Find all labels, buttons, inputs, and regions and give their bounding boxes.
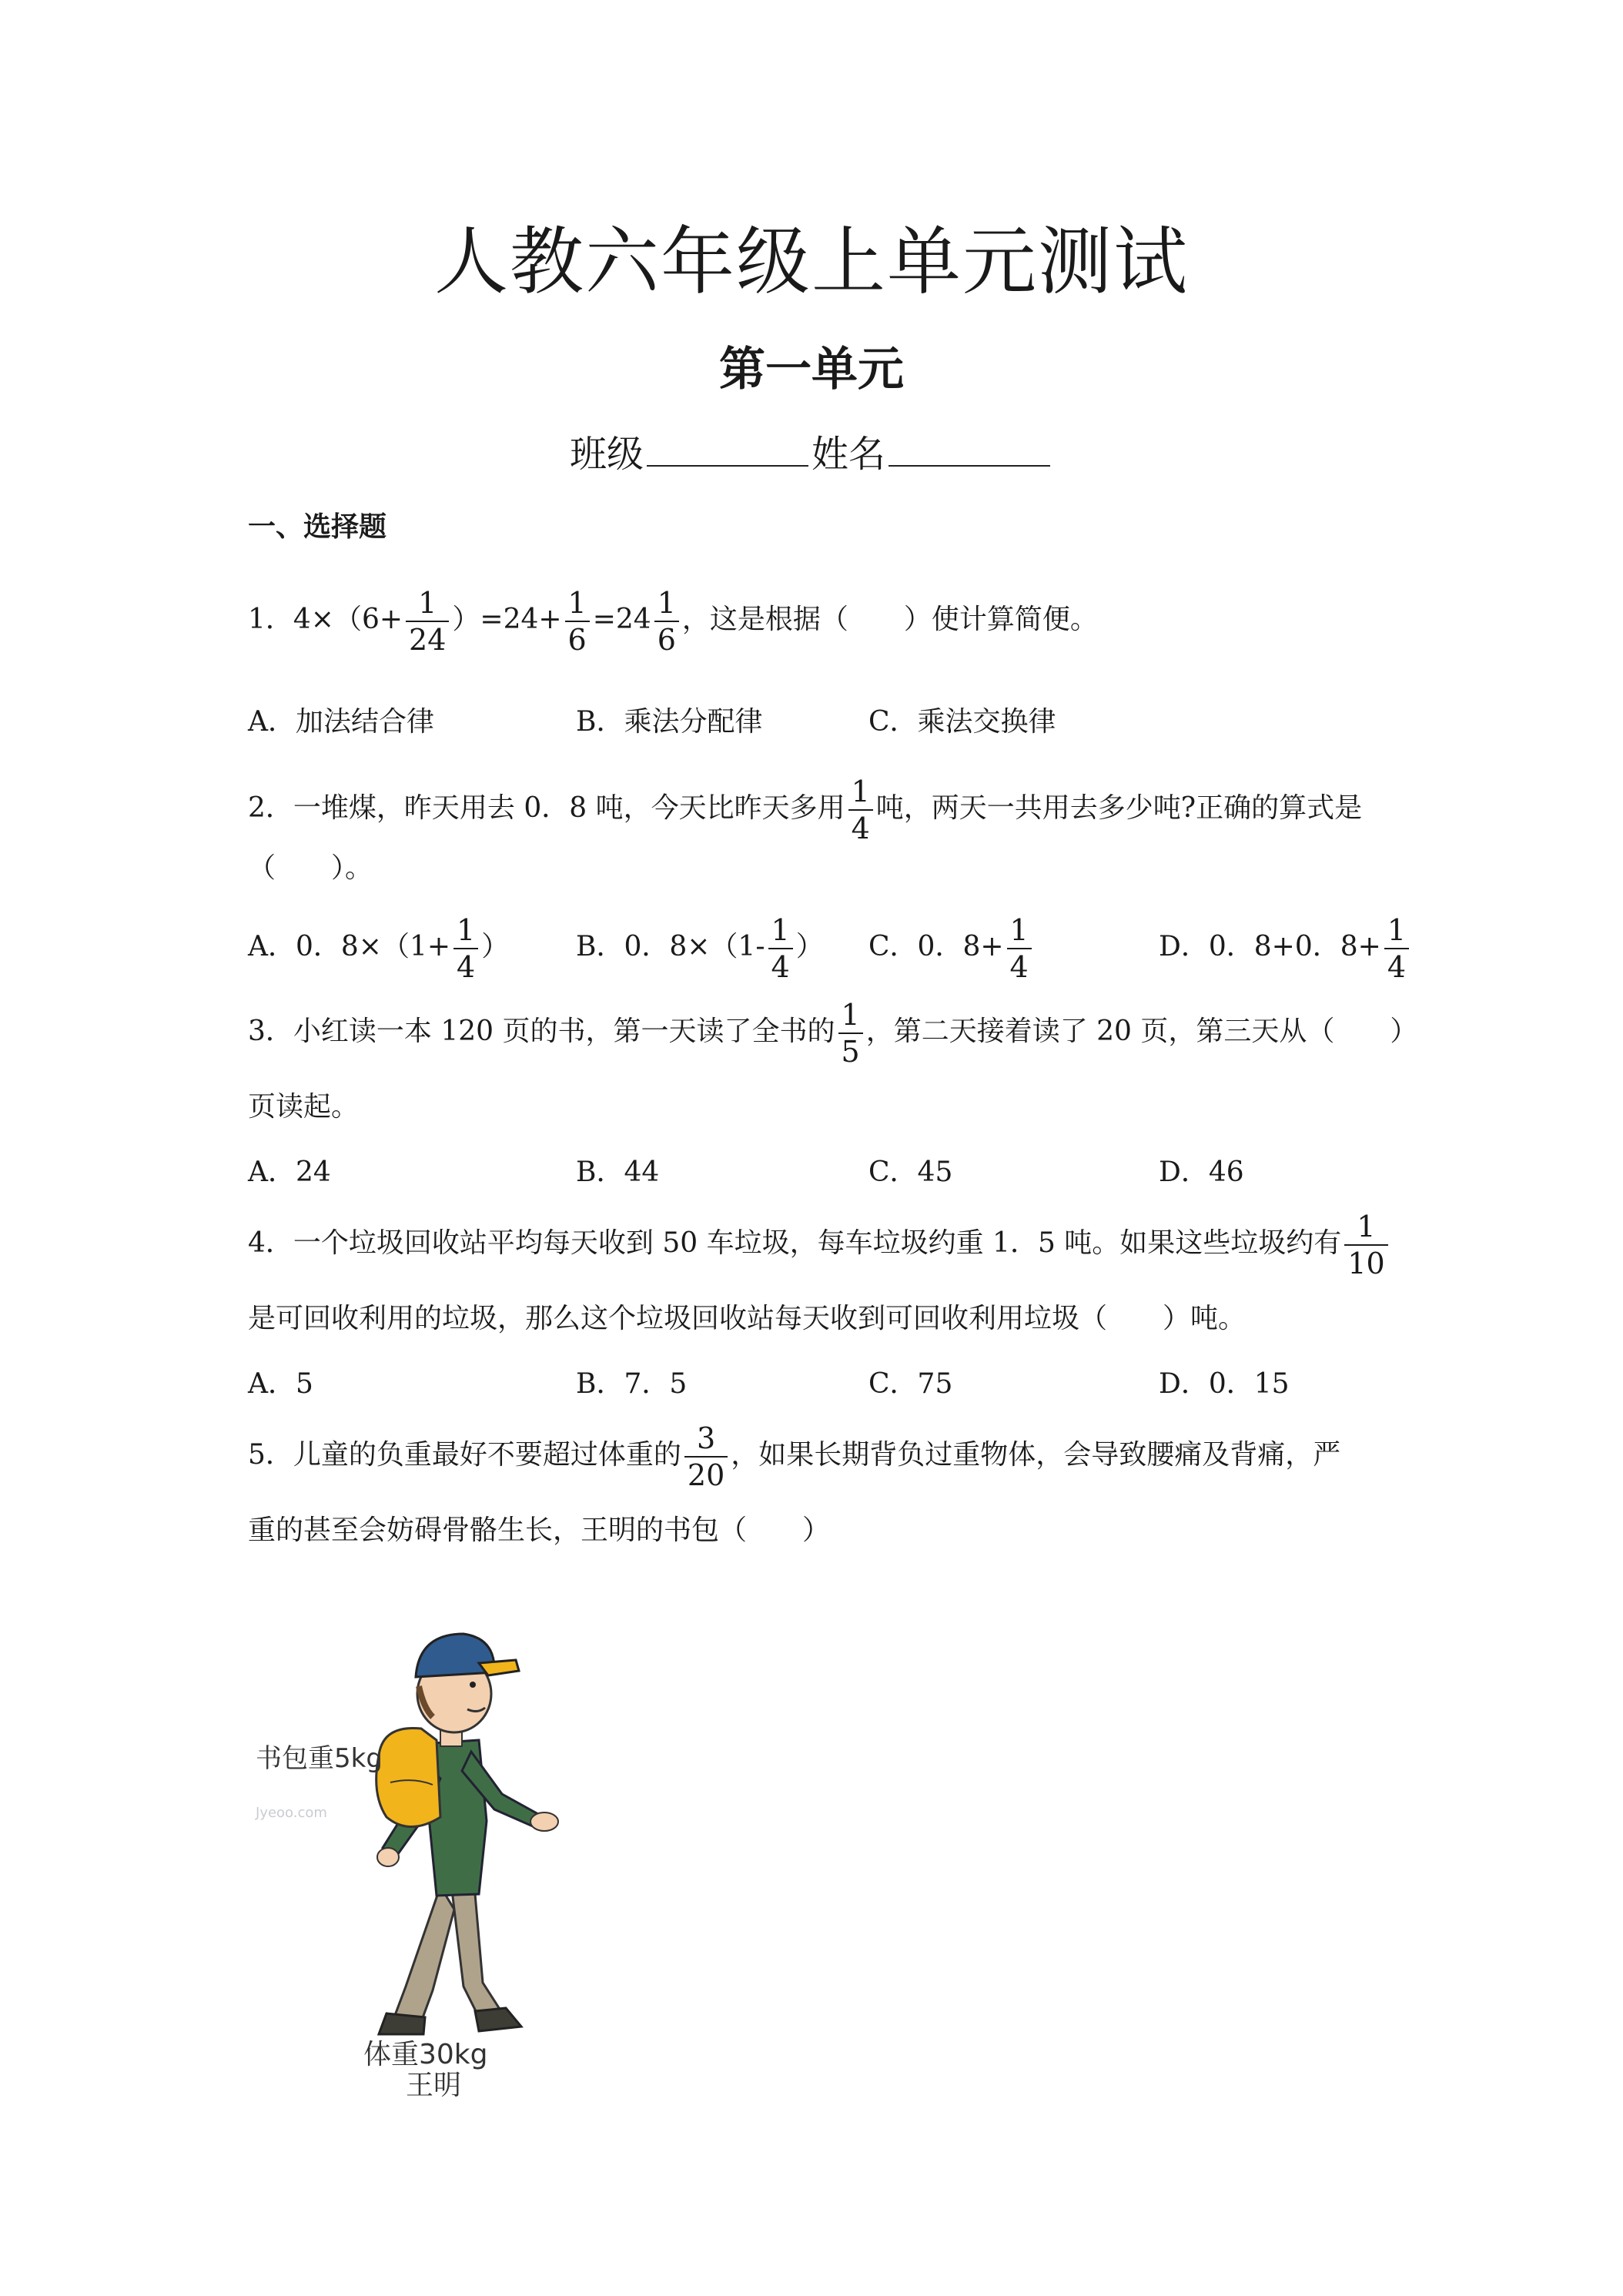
q3-option-b[interactable]: B．44 [576,1156,660,1188]
class-label: 班级 [569,433,644,476]
class-blank [647,428,808,467]
q2-option-d[interactable]: D．0．8+0．8+ $\frac{1}{4}$ [1159,912,1412,985]
fraction: $\frac{1}{4}$ [848,774,873,846]
fraction: $\frac{1}{5}$ [838,997,863,1069]
question-4: 4．一个垃圾回收站平均每天收到 50 车垃圾，每车垃圾约重 1．5 吨。如果这些垃圾约有 $\frac{1}{10}$ [248,1209,1380,1281]
question-1: 1．4×（6+ $\frac{1}{24}$ ）=24+ $\frac{1}{6}$ =24 $\frac{1}{6}$ ，这是根据（ ）使计算简便。 [248,586,1098,657]
name-blank [888,428,1050,467]
q4-option-b[interactable]: B．7．5 [576,1368,688,1400]
fraction: $\frac{1}{10}$ [1344,1209,1387,1281]
q1-option-a[interactable]: A．加法结合律 [248,706,434,738]
fraction: $\frac{1}{24}$ [406,585,449,658]
person-name-label: 王明 [406,2070,462,2101]
fraction: $\frac{1}{6}$ [565,585,590,658]
q1-option-b[interactable]: B．乘法分配律 [576,706,763,738]
student-info [0,427,1623,481]
q2-option-a[interactable]: A．0．8×（1+ $\frac{1}{4}$ ） [248,913,510,984]
name-label: 姓名 [812,433,886,476]
bag-weight-label: 书包重5kg [256,1743,383,1774]
question-5: 5．儿童的负重最好不要超过体重的 $\frac{3}{20}$ ，如果长期背负过重物体，会导致腰痛及背痛，严 [248,1421,1341,1492]
watermark: Jyeoo.com [256,1805,327,1821]
boy-with-backpack-illustration [248,1586,602,2101]
question-2-line2: （ ）。 [248,852,373,884]
q4-option-a[interactable]: A．5 [248,1368,313,1400]
question-2: 2．一堆煤，昨天用去 0．8 吨，今天比昨天多用 $\frac{1}{4}$ 吨，两天一共用去多少吨?正确的算式是 [248,775,1363,845]
body-weight-label: 体重30kg [363,2039,488,2070]
q4-option-d[interactable]: D．0．15 [1159,1368,1290,1400]
page-subtitle: 第一单元 [719,343,904,397]
q2-option-c[interactable]: C．0．8+ $\frac{1}{4}$ [868,912,1035,985]
fraction: $\frac{3}{20}$ [684,1421,728,1493]
q2-option-b[interactable]: B．0．8×（1- $\frac{1}{4}$ ） [576,913,824,984]
question-4-line2: 是可回收利用的垃圾，那么这个垃圾回收站每天收到可回收利用垃圾（ ）吨。 [248,1303,1247,1334]
section-title: 一、选择题 [248,511,387,543]
q3-option-c[interactable]: C．45 [868,1156,953,1188]
question-5-line2: 重的甚至会妨碍骨骼生长，王明的书包（ ） [248,1514,831,1546]
page-title: 人教六年级上单元测试 [434,219,1189,305]
q1-option-c[interactable]: C．乘法交换律 [868,706,1056,738]
question-3: 3．小红读一本 120 页的书，第一天读了全书的 $\frac{1}{5}$ ，第二天接着读了 20 页，第三天从（ ） [248,998,1418,1069]
question-3-line2: 页读起。 [248,1091,360,1123]
q3-option-a[interactable]: A．24 [248,1156,331,1188]
q3-option-d[interactable]: D．46 [1159,1156,1244,1188]
q4-option-c[interactable]: C．75 [868,1368,953,1400]
fraction: $\frac{1}{6}$ [654,585,679,658]
